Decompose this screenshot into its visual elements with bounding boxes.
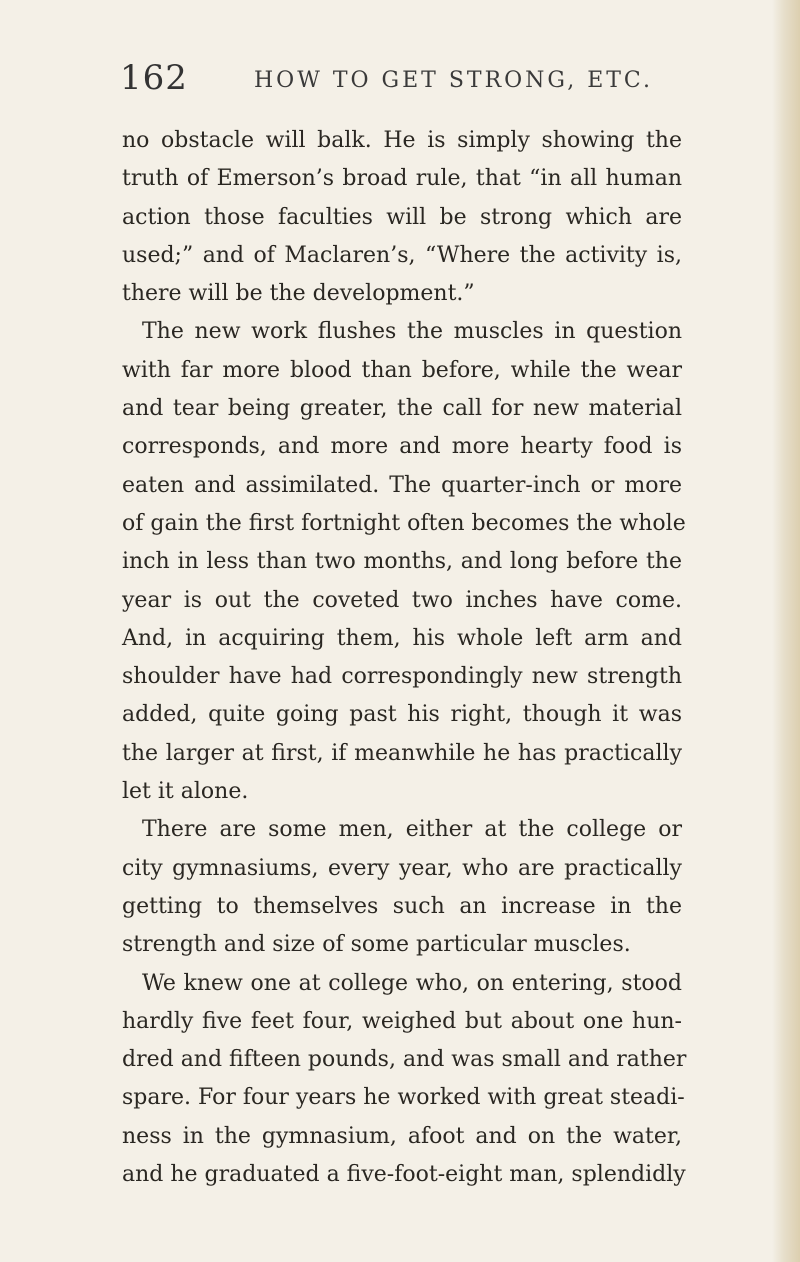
running-title: HOW TO GET STRONG, ETC. <box>254 68 653 93</box>
text-line: used;” and of Maclaren’s, “Where the activity is, <box>122 242 682 268</box>
text-line: And, in acquiring them, his whole left arm and <box>122 625 682 651</box>
text-line: shoulder have had correspondingly new strength <box>122 664 682 690</box>
page-number: 162 <box>120 58 188 98</box>
text-line: of gain the first fortnight often becomes the whole <box>122 510 686 536</box>
text-line: dred and fifteen pounds, and was small and rather <box>122 1047 687 1073</box>
text-line: action those faculties will be strong which are <box>122 204 682 230</box>
text-line: added, quite going past his right, though it was <box>122 702 682 728</box>
text-line: getting to themselves such an increase in the <box>122 893 682 919</box>
text-line: eaten and assimilated. The quarter-inch or more <box>122 472 682 498</box>
text-line: let it alone. <box>122 779 249 805</box>
text-line: inch in less than two months, and long before the <box>122 549 682 575</box>
text-line: and he graduated a five-foot-eight man, splendidly <box>122 1162 686 1188</box>
text-line: We knew one at college who, on entering, stood <box>142 970 682 996</box>
text-line: hardly five feet four, weighed but about one hun- <box>122 1008 682 1034</box>
text-line: and tear being greater, the call for new material <box>122 396 682 422</box>
text-line: the larger at first, if meanwhile he has practically <box>122 740 682 766</box>
text-line: The new work flushes the muscles in question <box>142 319 682 345</box>
text-line: strength and size of some particular muscles. <box>122 932 631 958</box>
text-line: no obstacle will balk. He is simply showing the <box>122 128 682 153</box>
text-line: truth of Emerson’s broad rule, that “in all human <box>122 166 682 192</box>
text-line: there will be the development.” <box>122 281 475 307</box>
text-line: city gymnasiums, every year, who are practically <box>122 855 682 881</box>
text-line: There are some men, either at the college or <box>142 817 682 843</box>
text-line: ness in the gymnasium, afoot and on the water, <box>122 1123 682 1149</box>
text-line: with far more blood than before, while the wear <box>122 357 682 383</box>
body-text <box>122 122 687 1194</box>
text-line: year is out the coveted two inches have come. <box>122 587 682 613</box>
running-head <box>120 58 680 98</box>
text-line: spare. For four years he worked with great steadi- <box>122 1085 685 1111</box>
text-line: corresponds, and more and more hearty food is <box>122 434 682 460</box>
